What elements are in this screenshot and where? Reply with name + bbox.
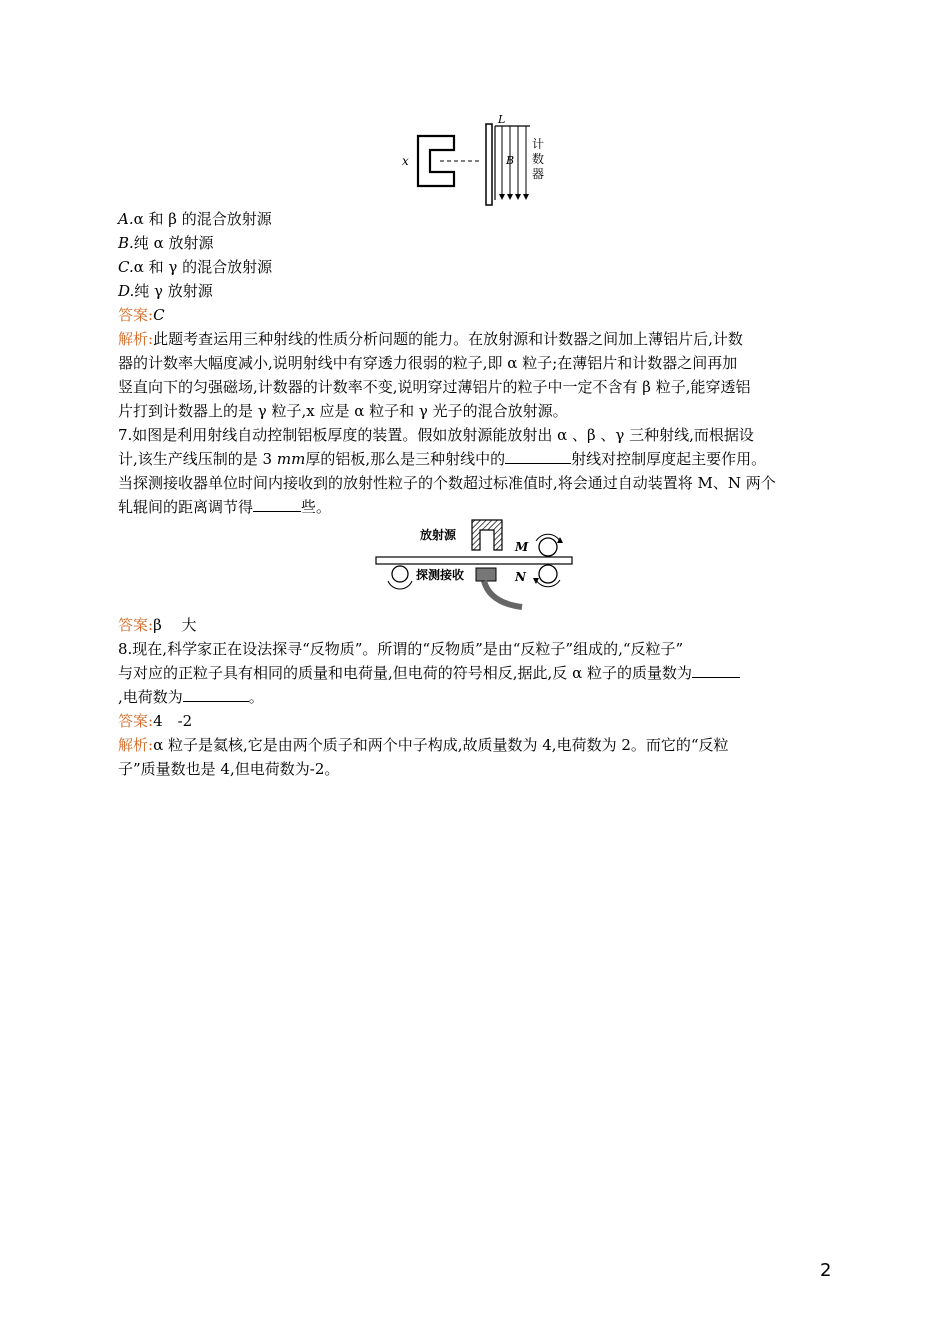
option-a-text: α 和 β 的混合放射源: [133, 210, 272, 228]
q8-analysis-text-1: α 粒子是氦核,它是由两个质子和两个中子构成,故质量数为 4,电荷数为 2。而它的“反粒: [153, 736, 729, 754]
q7-line-1: 7.如图是利用射线自动控制铝板厚度的装置。假如放射源能放射出 α 、β 、γ 三种射线,而根据设: [118, 426, 754, 444]
q6-answer-value: C: [153, 306, 165, 324]
q6-answer-label: 答案:: [118, 306, 154, 324]
option-c: [118, 256, 272, 278]
option-a: [118, 208, 272, 230]
option-c-prefix: C.: [118, 258, 134, 276]
counter-char-1: 计: [532, 137, 545, 151]
q7-line-2-c: 射线对控制厚度起主要作用。: [571, 450, 767, 468]
q8-line-3: [118, 686, 264, 708]
q8-analysis-label: 解析:: [118, 736, 154, 754]
q8-blank-mass[interactable]: [692, 663, 740, 678]
q8-line-2-a: 与对应的正粒子具有相同的质量和电荷量,但电荷的符号相反,据此,反 α 粒子的质量数为: [118, 664, 692, 682]
q8-line-3-b: 。: [248, 688, 264, 706]
q6-analysis-line-2: 器的计数率大幅度减小,说明射线中有穿透力很弱的粒子,即 α 粒子;在薄铝片和计数器之间再加: [118, 354, 738, 372]
detector-label: 探测接收: [416, 568, 465, 582]
option-b-prefix: B.: [118, 234, 134, 252]
q6-answer: [118, 304, 165, 326]
q6-analysis-line-3: 竖直向下的匀强磁场,计数器的计数率不变,说明穿过薄铝片的粒子中一定不含有 β 粒子,能穿透铝: [118, 378, 751, 396]
q7-unit: mm: [276, 450, 306, 468]
q6-analysis-text-1: 此题考查运用三种射线的性质分析问题的能力。在放射源和计数器之间加上薄铝片后,计数: [153, 330, 743, 348]
option-d: [118, 280, 213, 302]
source-label: 放射源: [420, 528, 457, 542]
thickness-control-diagram: [372, 515, 582, 615]
q8-analysis-line-2: 子”质量数也是 4,但电荷数为-2。: [118, 760, 340, 778]
label-N: N: [515, 570, 526, 584]
radiation-source-counter-diagram: [400, 112, 550, 212]
page-number: 2: [820, 1260, 832, 1281]
q7-line-4-a: 轧辊间的距离调节得: [118, 498, 254, 516]
q7-line-2-b: 厚的铝板,那么是三种射线中的: [305, 450, 506, 468]
counter-char-3: 器: [532, 167, 545, 181]
q7-answer-value: β 大: [153, 616, 197, 634]
label-x: x: [402, 154, 409, 168]
q8-analysis-line-1: [118, 734, 729, 756]
label-M: M: [515, 540, 529, 554]
option-a-prefix: A.: [118, 210, 134, 228]
label-L: L: [498, 113, 506, 126]
q8-line-2: [118, 662, 740, 684]
q7-answer: [118, 614, 197, 636]
q7-line-4-b: 些。: [301, 498, 332, 516]
counter-char-2: 数: [532, 152, 545, 166]
q6-analysis-line-1: [118, 328, 743, 350]
q7-line-4: [118, 496, 331, 518]
q8-answer: [118, 710, 192, 732]
option-c-text: α 和 γ 的混合放射源: [133, 258, 273, 276]
q8-line-3-a: ,电荷数为: [118, 688, 183, 706]
option-d-prefix: D.: [118, 282, 135, 300]
q7-line-3: 当探测接收器单位时间内接收到的放射性粒子的个数超过标准值时,将会通过自动装置将 M、N 两个: [118, 474, 776, 492]
q6-analysis-label: 解析:: [118, 330, 154, 348]
option-d-text: 纯 γ 放射源: [134, 282, 213, 300]
option-b-text: 纯 α 放射源: [133, 234, 214, 252]
option-b: [118, 232, 213, 254]
q7-blank-distance[interactable]: [253, 497, 301, 512]
q8-line-1: 8.现在,科学家正在设法探寻“反物质”。所谓的“反物质”是由“反粒子”组成的,“反粒子”: [118, 640, 684, 658]
q8-blank-charge[interactable]: [183, 687, 249, 702]
q7-line-2-a: 计,该生产线压制的是 3: [118, 450, 277, 468]
q8-answer-label: 答案:: [118, 712, 154, 730]
q6-analysis-line-4: 片打到计数器上的是 γ 粒子,x 应是 α 粒子和 γ 光子的混合放射源。: [118, 402, 568, 420]
q7-answer-label: 答案:: [118, 616, 154, 634]
label-B: B: [506, 154, 515, 167]
q7-blank-ray[interactable]: [505, 449, 571, 464]
q7-line-2: [118, 448, 766, 470]
q8-answer-value: 4 -2: [153, 712, 193, 730]
